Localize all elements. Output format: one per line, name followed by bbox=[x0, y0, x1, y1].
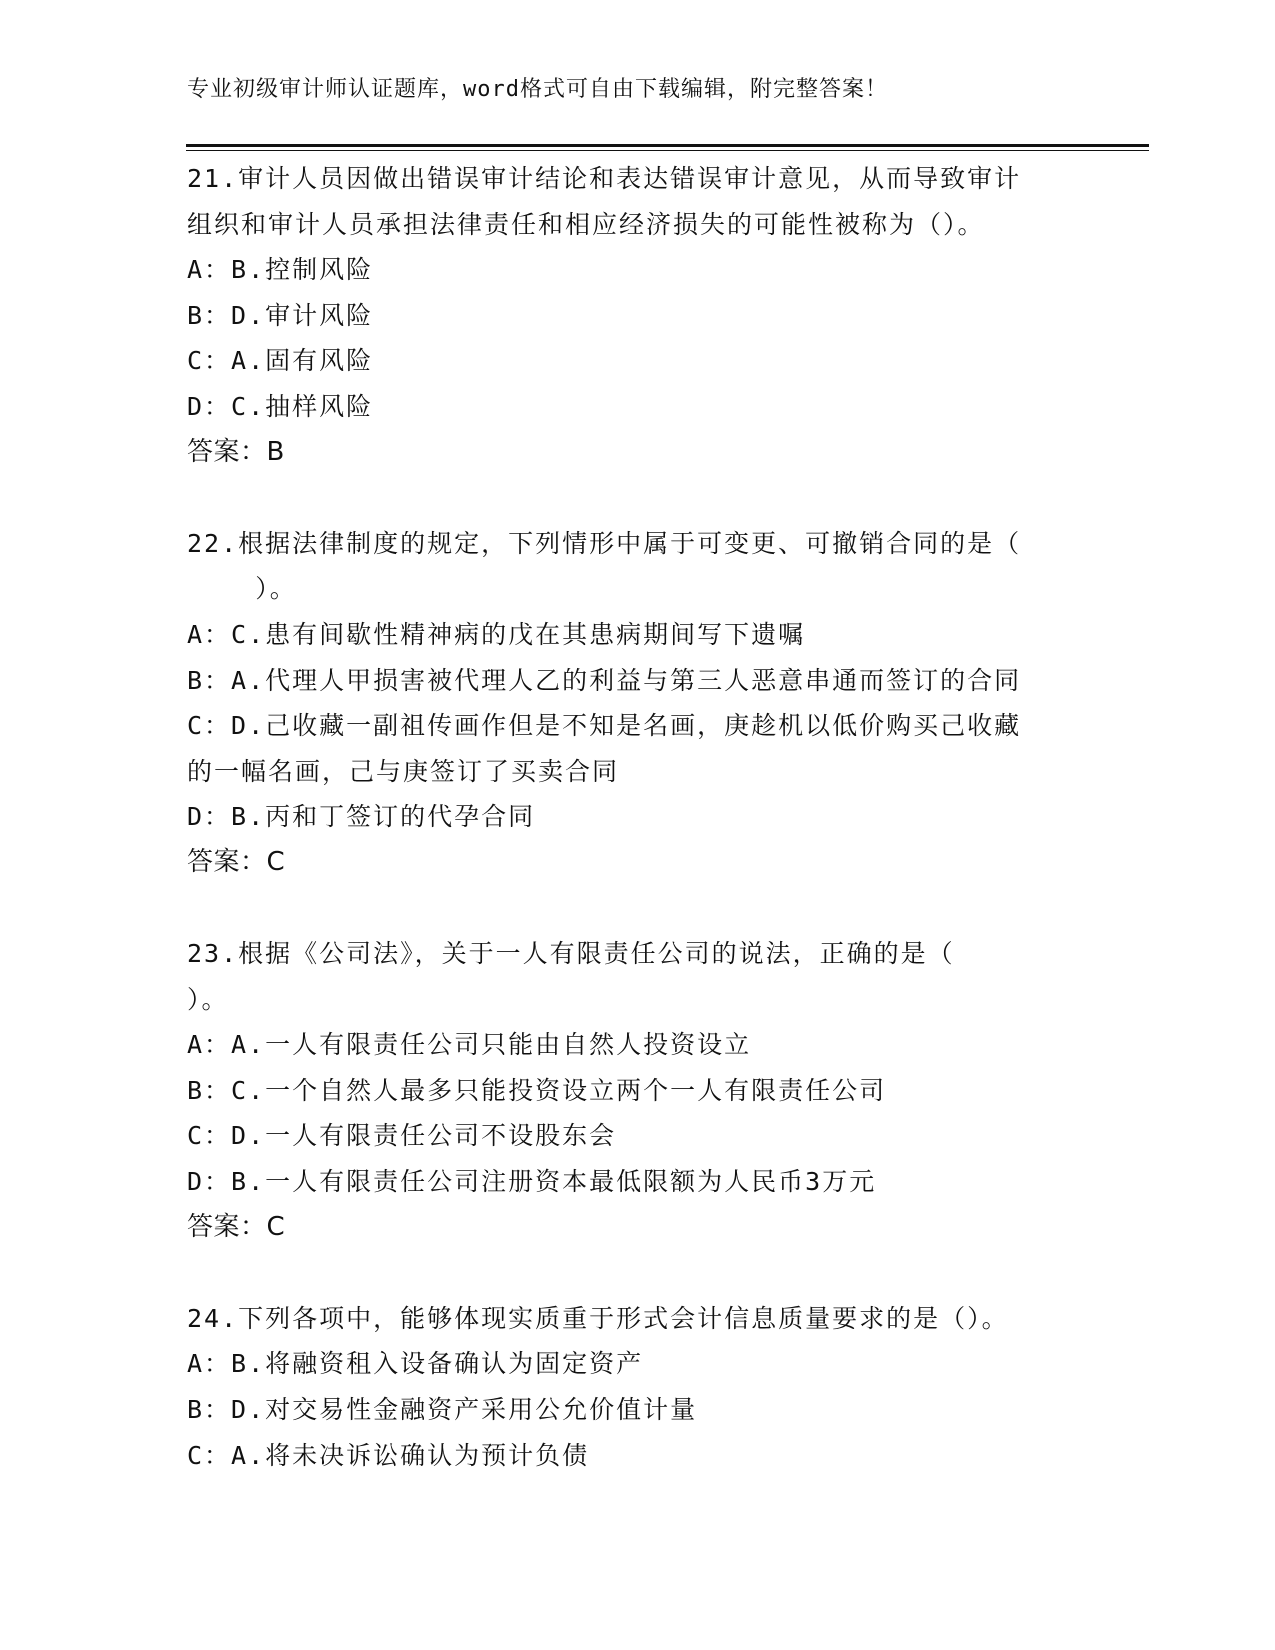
question-21 bbox=[187, 156, 1087, 475]
spacer bbox=[187, 1250, 1087, 1296]
option-c: C：A.将未决诉讼确认为预计负债 bbox=[187, 1440, 590, 1470]
question-stem: 21.审计人员因做出错误审计结论和表达错误审计意见，从而导致审计 bbox=[187, 164, 1022, 193]
option-a: A：C.患有间歇性精神病的戊在其患病期间写下遗嘱 bbox=[187, 619, 806, 649]
question-22 bbox=[187, 521, 1087, 886]
option-b: B：A.代理人甲损害被代理人乙的利益与第三人恶意串通而签订的合同 bbox=[187, 665, 1022, 695]
option-c: C：A.固有风险 bbox=[187, 346, 374, 376]
option-a: A：A.一人有限责任公司只能由自然人投资设立 bbox=[187, 1030, 752, 1060]
answer: 答案：C bbox=[187, 1211, 286, 1242]
option-c-continued: 的一幅名画，己与庚签订了买卖合同 bbox=[187, 756, 620, 786]
option-a: A：B.将融资租入设备确认为固定资产 bbox=[187, 1349, 644, 1379]
page-header: 专业初级审计师认证题库，word格式可自由下载编辑，附完整答案！ bbox=[187, 77, 888, 102]
option-b: B：C.一个自然人最多只能投资设立两个一人有限责任公司 bbox=[187, 1075, 887, 1105]
option-b: B：D.审计风险 bbox=[187, 300, 374, 330]
option-d: D：B.一人有限责任公司注册资本最低限额为人民币3万元 bbox=[187, 1167, 877, 1197]
question-23 bbox=[187, 931, 1087, 1250]
option-b: B：D.对交易性金融资产采用公允价值计量 bbox=[187, 1395, 698, 1425]
option-d: D：B.丙和丁签订的代孕合同 bbox=[187, 802, 536, 832]
question-stem: 23.根据《公司法》，关于一人有限责任公司的说法，正确的是（ bbox=[187, 939, 955, 969]
question-stem: 24.下列各项中，能够体现实质重于形式会计信息质量要求的是（）。 bbox=[187, 1303, 1009, 1333]
header-rule-thick bbox=[186, 144, 1149, 147]
question-list bbox=[187, 156, 1087, 1478]
question-stem: ）。 bbox=[187, 574, 297, 604]
spacer bbox=[187, 886, 1087, 932]
spacer bbox=[187, 475, 1087, 521]
header-rule-thin bbox=[186, 150, 1149, 151]
option-d: D：C.抽样风险 bbox=[187, 391, 374, 421]
question-stem: 22.根据法律制度的规定，下列情形中属于可变更、可撤销合同的是（ bbox=[187, 528, 1022, 558]
answer: 答案：B bbox=[187, 436, 285, 467]
question-24 bbox=[187, 1296, 1087, 1478]
answer: 答案：C bbox=[187, 846, 286, 877]
option-c: C：D.己收藏一副祖传画作但是不知是名画，庚趁机以低价购买己收藏 bbox=[187, 711, 1022, 741]
question-stem: ）。 bbox=[187, 984, 229, 1014]
option-a: A：B.控制风险 bbox=[187, 255, 374, 285]
option-c: C：D.一人有限责任公司不设股东会 bbox=[187, 1121, 617, 1151]
question-stem: 组织和审计人员承担法律责任和相应经济损失的可能性被称为（）。 bbox=[187, 209, 985, 239]
